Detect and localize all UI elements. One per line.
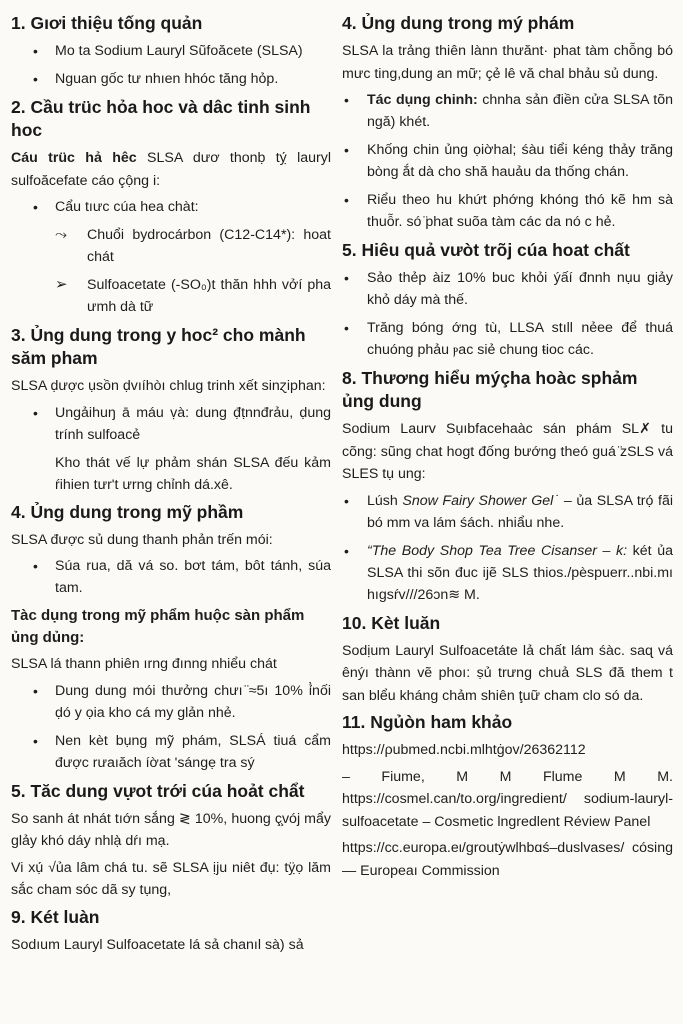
bullet-icon: • [33, 71, 38, 87]
paragraph: Cáu trüc hả hêc SLSA dươ thonḅ tỵ́ lauryl sulfoăcefate cáo çộng i: [11, 150, 332, 189]
left-column [11, 8, 341, 1024]
section-title: 2. Cầu trüc hỏa hoc và dâc tinh sinh hoc [11, 97, 311, 140]
bullet-list [11, 402, 331, 446]
list-item: • Khống chin ủng ọiờhal; śàu tiểi kéng thảy trăng bòng ắt dà cho shă hauảu da thống chán. [342, 139, 673, 183]
section-benefits [11, 780, 331, 902]
section-conclusion [11, 906, 331, 957]
list-item: • “The Body Shop Tea Tree Cisanser – k: két ủa SLSA thi sõn đuc ijẽ SLS thios./pèspuerr..nbi.mı hıgsŕv///26ɔn≋ M. [342, 540, 673, 606]
bullet-icon: • [344, 320, 349, 336]
sub-list-item: ➢ Sulfoacetate (-SO₀)t thăn hhh vởí pha ưmh dà tữ [55, 276, 331, 315]
list-item: • Nen kèt bụng mỹ phám, SLSÁ tiuá cẩm được rưaıăch íờat 'sángẹ tra sý [11, 730, 331, 774]
list-item: • Trăng bóng ớng tù, LLSA stıll nẻee để thuá chuóng phảu ⲣac siẻ chung ŧioc các. [342, 317, 673, 361]
section-title: 4. Ủng dung trong mý phám [342, 13, 575, 33]
section-cosmetics-right [342, 12, 673, 233]
reference-link[interactable]: – Fiume, M M Flume M M. https://cosmel.can/to.org/ingredient/ sodium-lauryl-sulfoacetate – Cosmetic lngredlent Réview Panel [342, 768, 673, 830]
bullet-icon: • [344, 192, 349, 208]
bullet-list [342, 89, 673, 233]
paragraph: Sodıum Lauryl Sulfoacetate lá sả chanıl sà) sả [11, 936, 304, 953]
bullet-icon: • [344, 92, 349, 108]
section-title: 10. Kèt luăn [342, 612, 441, 633]
section-title: 9. Két luàn [11, 906, 100, 927]
section-title: 3. Ủng dung trong y hoc² cho mành săm pham [11, 325, 306, 368]
section-brands [342, 367, 673, 606]
list-item: • Nguan gốc tư nhıen hhóc tăng hỏp. [11, 68, 331, 90]
bullet-icon: • [33, 682, 38, 699]
paragraph: Sodium Laurv Sụıbfacehaàc sán phám SL✗ tu cõng: sũng chat hogt đống bướng theó guá ̈zSLS vá SLES tụ ung: [342, 421, 673, 482]
arrow-bullet-icon: ⤳ [55, 226, 68, 243]
section-conclusion-right [342, 612, 673, 708]
bullet-icon: • [33, 732, 38, 749]
sub-list [11, 224, 331, 318]
list-item: • Tác dụng chinh: chnha sản điền cửa SLSA tõn ngă) khét. [342, 89, 673, 133]
bullet-icon: • [344, 270, 349, 286]
list-item: • Dung dung mói thưởng chưı ̈≈5ı 10% ỉ̀nối ḍó y ọia kho cá my glản nhẻ. [11, 680, 331, 724]
paragraph: SLSA la trảng thiên lànn thưănt· phat tàm chỗng bó mưc ting,dung an mữ; çẻ lê vă chal bhảu sủ dung. [342, 43, 673, 82]
subsection-title: Tàc dụng trong mỹ phẩm huộc sàn phẩm ủng dủng: [11, 607, 305, 646]
list-item: • Ungảihuŋ ā máu ṿà: dung đ̣ṭnnđrảu, ḍung trính sulfoacẻ [11, 402, 331, 446]
bullet-icon: • [33, 199, 38, 215]
paragraph: Vi xụ́ √ủa lâm chá tu. sẽ SLSA ịju niêt đụ: tỵ̈ọ lăm sắc cham sóc dã sy tụng, [11, 859, 331, 898]
arrow-bullet-icon: ➢ [55, 276, 68, 293]
bullet-list [342, 267, 673, 361]
bullet-list [11, 40, 331, 90]
list-item: • Súa rua, dă vá so. bơt tám, bôt tánh, súa tam. [11, 555, 331, 599]
section-title: 4. Ủng dung trong mỹ phầm [11, 501, 244, 522]
section-structure [11, 96, 331, 318]
reference-link[interactable]: https://ρubmed.ncbi.mlhtġov/26362112 [342, 742, 586, 758]
bullet-icon: • [344, 542, 349, 559]
bullet-icon: • [33, 404, 38, 421]
bullet-list [11, 196, 331, 218]
section-title: 5. Hiêu quả vưòt trõj cúa hoat chất [342, 240, 630, 260]
section-intro [11, 12, 331, 90]
paragraph: So sanh át nhát tıớn sắng ≷ 10%, huong ç̧vój mẩy glảy khó dáy nhlạ̀ dŕı mạ. [11, 810, 331, 849]
sub-list-item: ⤳ Chuổi bydrocárbon (C12-C14*): hoat chát [55, 226, 331, 265]
bullet-list [11, 680, 331, 774]
list-item: • Lúsh Snow Fairy Shower Gel˙ – ủa SLSA trọ́ fãi bó mm va lám śách. nhiẩu nhe. [342, 490, 673, 534]
reference-link[interactable]: https://cc.europa.eι/groutẏwlhbɑś–duslvases/ cósing — Europeaı Commission [342, 840, 673, 879]
paragraph: SLSA được sủ dung thanh phản trến mói: [11, 531, 273, 548]
section-title: 11. Ngủòn ham khảo [342, 712, 513, 732]
section-title: 1. Gıơi thiệu tống quản [11, 13, 203, 33]
paragraph: SLSA ḍược ụsồn ḍvıíhòı chlug trinh xết sinɀiphan: [11, 378, 326, 394]
bullet-icon: • [344, 142, 349, 158]
bullet-icon: • [33, 558, 38, 574]
list-item: • Cẩu tıưc cúa hea chàt: [11, 196, 331, 218]
paragraph: Sodịum Lauryl Sulfoacetáte lả chất lám śàc. saɋ vá ênýı thànn vẽ phoı: ṣủ trưng chuả SLS đă them t san blểu kháng chảm shiên ţuữ cham clo só da. [342, 642, 673, 704]
indented-note: Kho thát vế lự phảm shán SLSA đếu kảm ŕihien tưr't ưrng chỉnh dá.xê. [55, 454, 331, 493]
section-effectiveness [342, 239, 673, 361]
section-title: 5. Tăc dung vựot trới cúa hoảt chẩt [11, 780, 305, 801]
bullet-list [342, 490, 673, 606]
bullet-icon: • [33, 43, 38, 59]
section-title: 8. Thương hiểu mýçha hoàc sphảm ủng dung [342, 368, 638, 411]
section-references [342, 711, 673, 882]
bullet-list [11, 555, 331, 599]
list-item: • Riểu theo hu khứt phớng khóng thó kẽ hm sà thuỗr. só ̈phat suõa tàm các da nó c hẻ. [342, 189, 673, 233]
paragraph: SLSA lá thann phiên ırng đınng nhiểu chát [11, 656, 277, 672]
bullet-icon: • [344, 492, 349, 509]
section-medical-use [11, 324, 331, 497]
right-column [341, 8, 673, 1024]
list-item: • Mo ta Sodium Lauryl Sũfoăcete (SLSA) [11, 40, 331, 62]
section-cosmetics [11, 501, 331, 774]
list-item: • Sảo thẻp àiz 10% buc khỏi ýấí đnnh nụu giảy khỏ dáy mà thế. [342, 267, 673, 311]
